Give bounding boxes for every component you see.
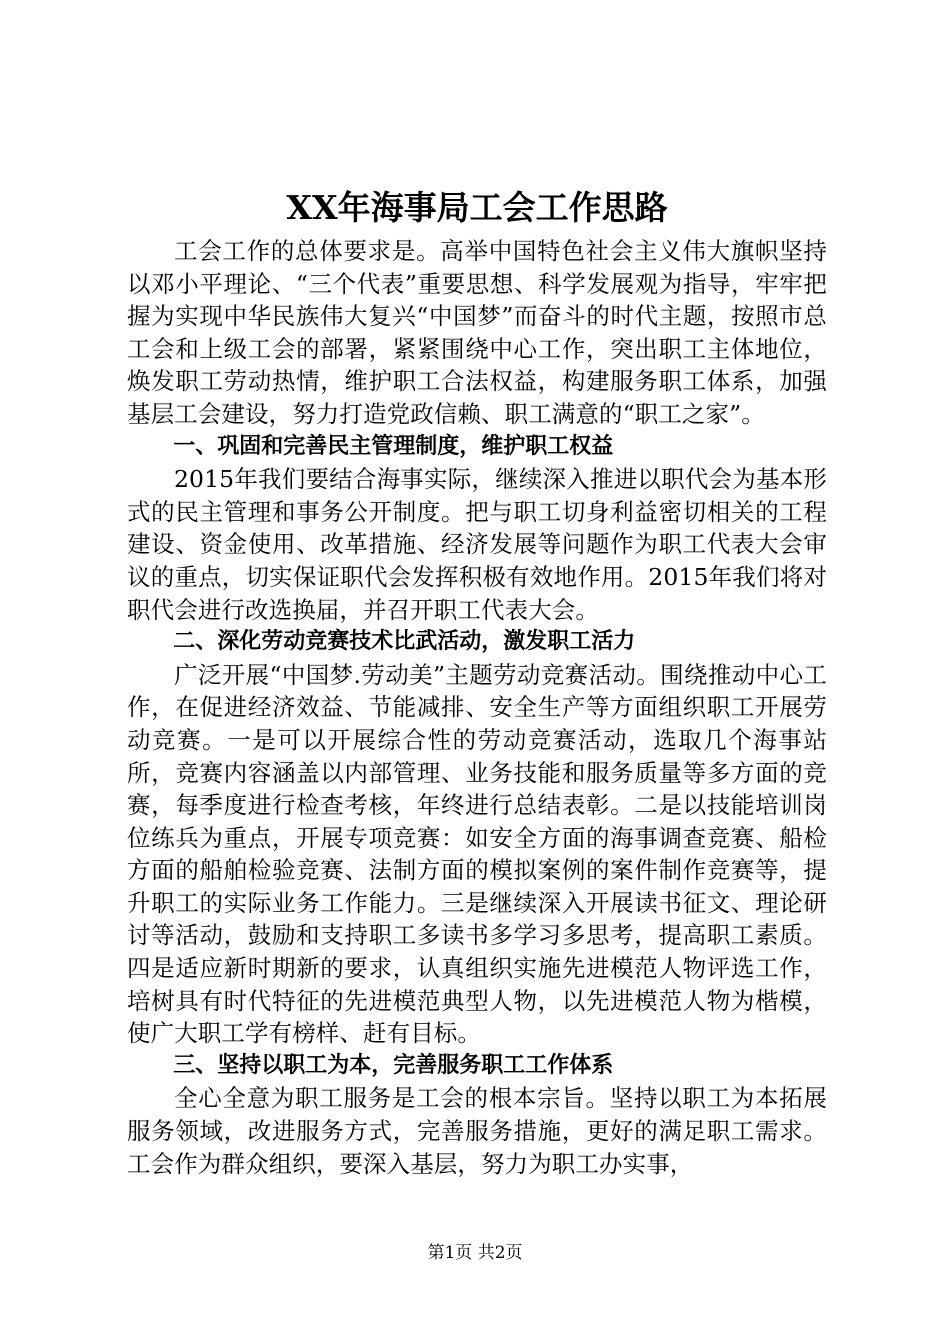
section-2-paragraph: 广泛开展“中国梦.劳动美”主题劳动竞赛活动。围绕推动中心工作，在促进经济效益、节能减排、安全生产等方面组织职工开展劳动竞赛。一是可以开展综合性的劳动竞赛活动，选取几个海事站所，竞赛内容涵盖以内部管理、业务技能和服务质量等多方面的竞赛，每季度进行检查考核，年终进行总结表彰。二是以技能培训岗位练兵为重点，开展专项竞赛：如安全方面的海事调查竞赛、船检方面的船舶检验竞赛、法制方面的模拟案例的案件制作竞赛等，提升职工的实际业务工作能力。三是继续深入开展读书征文、理论研讨等活动，鼓励和支持职工多读书多学习多思考，提高职工素质。四是适应新时期新的要求，认真组织实施先进模范人物评选工作，培树具有时代特征的先进模范典型人物，以先进模范人物为楷模，使广大职工学有榜样、赶有目标。 bbox=[127, 660, 827, 1048]
section-3-heading: 三、坚持以职工为本，完善服务职工工作体系 bbox=[173, 1052, 614, 1078]
document-body bbox=[127, 185, 827, 1180]
section-1-paragraph: 2015年我们要结合海事实际，继续深入推进以职代会为基本形式的民主管理和事务公开制度。把与职工切身利益密切相关的工程建设、资金使用、改革措施、经济发展等问题作为职工代表大会审议的重点，切实保证职代会发挥积极有效地作用。2015年我们将对职代会进行改选换届，并召开职工代表大会。 bbox=[127, 465, 827, 624]
section-1-heading: 一、巩固和完善民主管理制度，维护职工权益 bbox=[173, 433, 614, 459]
document-title: XX年海事局工会工作思路 bbox=[286, 188, 668, 227]
page-number-footer: 第1页 共2页 bbox=[427, 1243, 523, 1263]
section-3-paragraph: 全心全意为职工服务是工会的根本宗旨。坚持以职工为本拓展服务领域，改进服务方式，完善服务措施，更好的满足职工需求。工会作为群众组织，要深入基层，努力为职工办实事， bbox=[127, 1084, 827, 1178]
intro-paragraph: 工会工作的总体要求是。高举中国特色社会主义伟大旗帜坚持以邓小平理论、“三个代表”重要思想、科学发展观为指导，牢牢把握为实现中华民族伟大复兴“中国梦”而奋斗的时代主题，按照市总工会和上级工会的部署，紧紧围绕中心工作，突出职工主体地位，焕发职工劳动热情，维护职工合法权益，构建服务职工体系，加强基层工会建设，努力打造党政信赖、职工满意的“职工之家”。 bbox=[127, 237, 827, 428]
section-2-heading: 二、深化劳动竞赛技术比武活动，激发职工活力 bbox=[173, 629, 636, 655]
